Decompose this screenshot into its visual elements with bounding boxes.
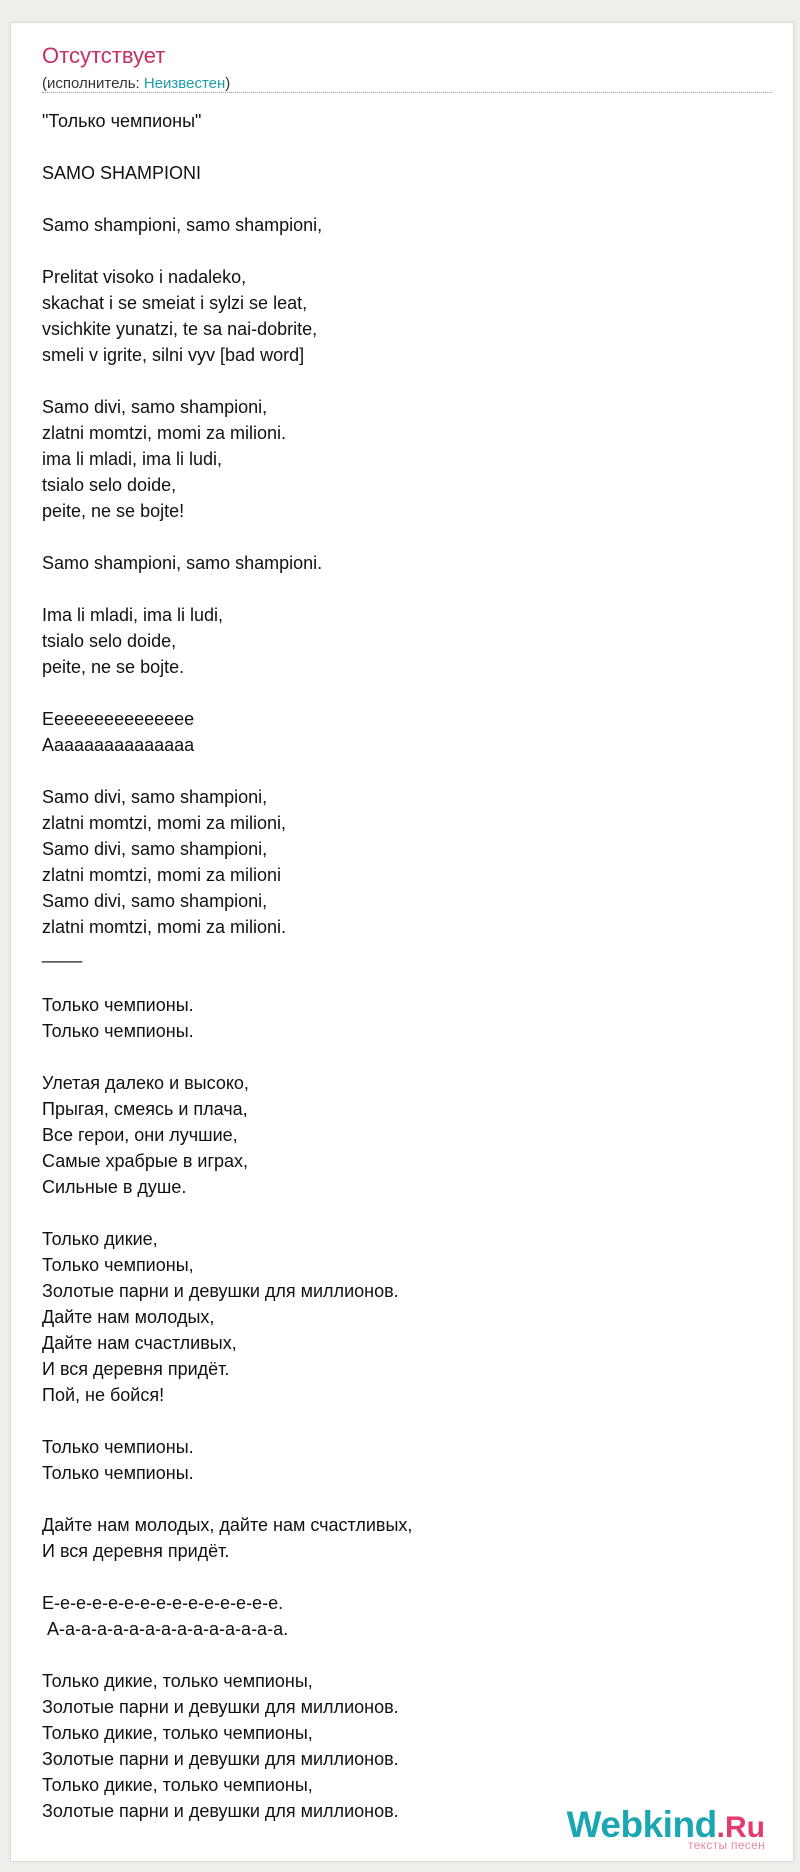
artist-link[interactable]: Неизвестен (143, 75, 226, 92)
logo-wordmark: Webkind (566, 1804, 717, 1845)
lyrics-text: "Только чемпионы" SAMO SHAMPIONI Samo shampioni, samo shampioni, Prelitat visoko i nadaleko, skachat i se smeiat i sylzi se leat, vsichkite yunatzi, te sa nai-dobrite, smeli v igrite, silni vyv [bad word] Samo divi, samo shampioni, zlatni momtzi, momi za milioni. ima li mladi, ima li ludi, tsialo selo doide, peite, ne se bojte! Samo shampioni, samo shampioni. Ima li mladi, ima li ludi, tsialo selo doide, peite, ne se bojte. Eeeeeeeeeeeeeee Aaaaaaaaaaaaaaa Samo divi, samo shampioni, zlatni momtzi, momi za milioni, Samo divi, samo shampioni, zlatni momtzi, momi za milioni Samo divi, samo shampioni, zlatni momtzi, momi za milioni. ____ Только чемпионы. Только чемпионы. Улетая далеко и высоко, Прыгая, смеясь и плача, Все герои, они лучшие, Самые храбрые в играх, Сильные в душе. Только дикие, Только чемпионы, Золотые парни и девушки для миллионов. Дайте нам молодых, Дайте нам счастливых, И вся деревня придёт. Пой, не бойся! Только чемпионы. Только чемпионы. Дайте нам молодых, дайте нам счастливых, И вся деревня придёт. Е-е-е-е-е-е-е-е-е-е-е-е-е-е-е. А-а-а-а-а-а-а-а-а-а-а-а-а-а-а. Только дикие, только чемпионы, Золотые парни и девушки для миллионов. Только дикие, только чемпионы, Золотые парни и девушки для миллионов. Только дикие, только чемпионы, Золотые парни и девушки для миллионов. (42, 111, 413, 1821)
song-title: Отсутствует (42, 43, 166, 68)
content-card (10, 22, 794, 1862)
artist-line (42, 75, 230, 92)
artist-prefix: (исполнитель: (42, 75, 144, 92)
title-divider (42, 92, 772, 93)
site-logo[interactable] (567, 1806, 765, 1851)
logo-domain: .Ru (716, 1811, 765, 1844)
logo-tagline: тексты песен (688, 1838, 765, 1852)
artist-suffix: ) (225, 75, 231, 92)
